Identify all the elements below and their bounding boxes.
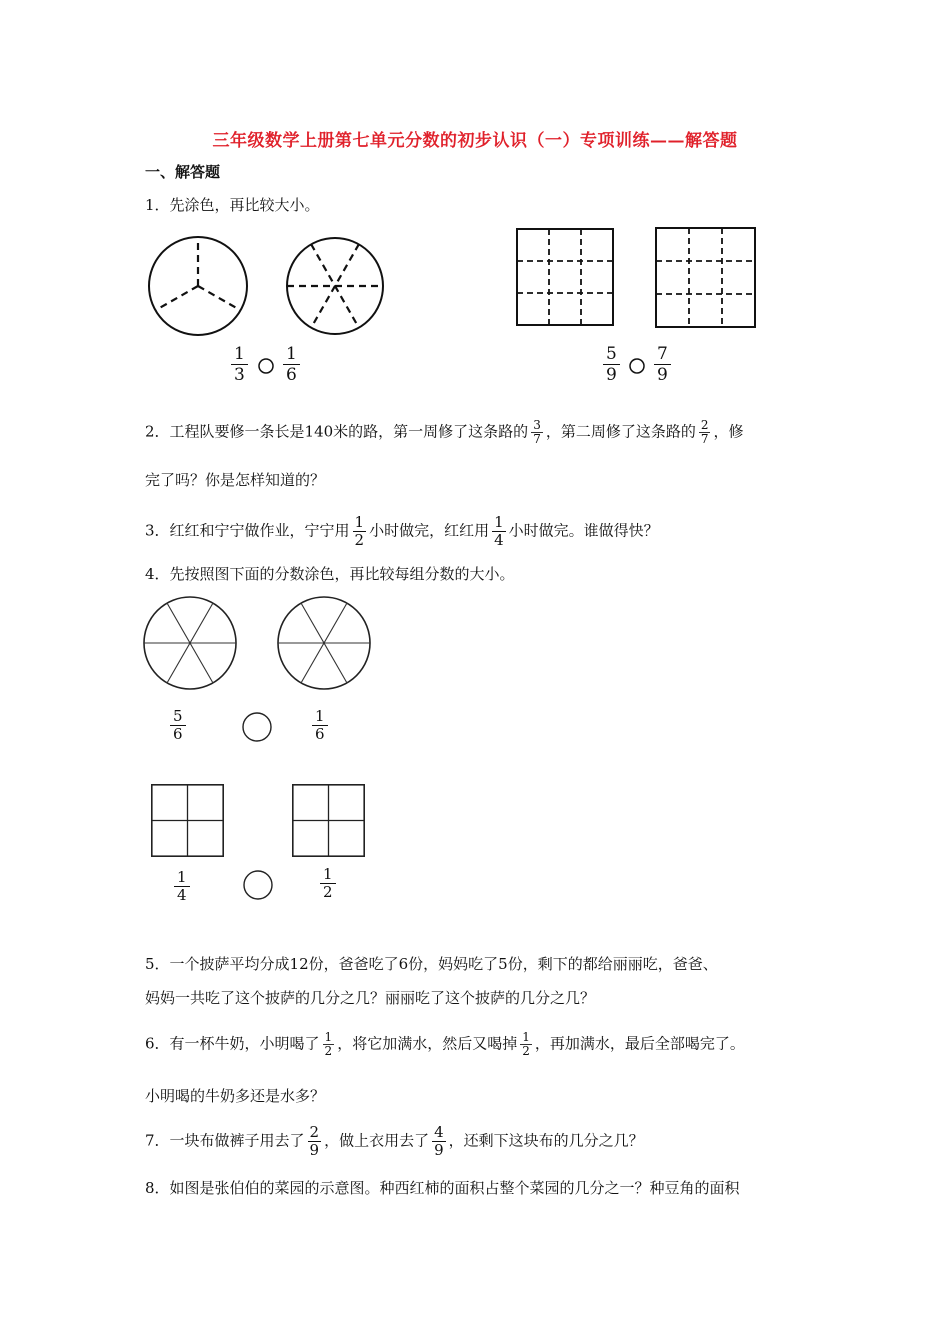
page-title: 三年级数学上册第七单元分数的初步认识（一）专项训练——解答题 [212, 131, 738, 151]
section-heading: 一、解答题 [145, 163, 221, 181]
q4-circle-left [143, 596, 237, 690]
fraction-1-2: $\frac{1}{2}$ [354, 513, 365, 549]
q4-fraction-one-half: $\frac{1}{2}$ [320, 866, 336, 901]
q1-compare-circle-right[interactable] [629, 358, 645, 374]
q1-fraction-one-third: $\frac{1}{3}$ [231, 344, 248, 385]
question-5-line2: 妈妈一共吃了这个披萨的几分之几？丽丽吃了这个披萨的几分之几？ [145, 989, 596, 1007]
q1-fraction-five-ninths: $\frac{5}{9}$ [603, 344, 620, 385]
q4-square-right [292, 784, 365, 857]
q4-square-left [151, 784, 224, 857]
q1-circle-thirds [147, 235, 249, 337]
question-8: 8．如图是张伯伯的菜园的示意图。种西红柿的面积占整个菜园的几分之一？种豆角的面积 [145, 1179, 740, 1197]
q4-compare-circle-bottom[interactable] [243, 870, 273, 900]
question-3: 3．红红和宁宁做作业，宁宁用 $\frac{1}{2}$ 小时做完，红红用 $\frac{1}{4}$ 小时做完。谁做得快？ [145, 513, 659, 549]
question-2-line2: 完了吗？你是怎样知道的？ [145, 471, 326, 489]
fraction-2-9: $\frac{2}{9}$ [309, 1123, 320, 1159]
question-6: 6．有一杯牛奶，小明喝了 $\frac{1}{2}$ ，将它加满水，然后又喝掉 $\frac{1}{2}$ ，再加满水，最后全部喝完了。 [145, 1030, 745, 1058]
q4-fraction-five-sixths: $\frac{5}{6}$ [170, 708, 186, 743]
question-6-line2: 小明喝的牛奶多还是水多？ [145, 1087, 326, 1105]
fraction-3-7: $\frac{3}{7}$ [533, 418, 541, 446]
fraction-1-2-second: $\frac{1}{2}$ [522, 1030, 530, 1058]
q1-compare-circle-left[interactable] [258, 358, 274, 374]
question-4: 4．先按照图下面的分数涂色，再比较每组分数的大小。 [145, 565, 515, 583]
fraction-4-9: $\frac{4}{9}$ [434, 1123, 444, 1159]
q4-compare-circle-top[interactable] [242, 712, 272, 742]
fraction-1-4: $\frac{1}{4}$ [494, 513, 504, 549]
question-1: 1．先涂色，再比较大小。 [145, 196, 320, 214]
q4-fraction-one-quarter: $\frac{1}{4}$ [174, 869, 190, 904]
q1-circle-sixths [285, 236, 385, 336]
fraction-2-7: $\frac{2}{7}$ [700, 418, 709, 446]
q1-fraction-seven-ninths: $\frac{7}{9}$ [654, 344, 671, 385]
q1-grid-square-right [655, 227, 756, 328]
question-2: 2．工程队要修一条长是140米的路，第一周修了这条路的 $\frac{3}{7}$ ，第二周修了这条路的 $\frac{2}{7}$ ，修 [145, 418, 744, 446]
q1-grid-square-left [516, 228, 614, 326]
q1-fraction-one-sixth: $\frac{1}{6}$ [283, 344, 300, 385]
fraction-1-2-first: $\frac{1}{2}$ [324, 1030, 333, 1058]
question-5: 5．一个披萨平均分成12份，爸爸吃了6份，妈妈吃了5份，剩下的都给丽丽吃，爸爸、 [145, 955, 718, 973]
q4-fraction-one-sixth: $\frac{1}{6}$ [312, 708, 328, 743]
q4-circle-right [277, 596, 371, 690]
question-7: 7．一块布做裤子用去了 $\frac{2}{9}$ ，做上衣用去了 $\frac{4}{9}$ ，还剩下这块布的几分之几？ [145, 1123, 644, 1159]
